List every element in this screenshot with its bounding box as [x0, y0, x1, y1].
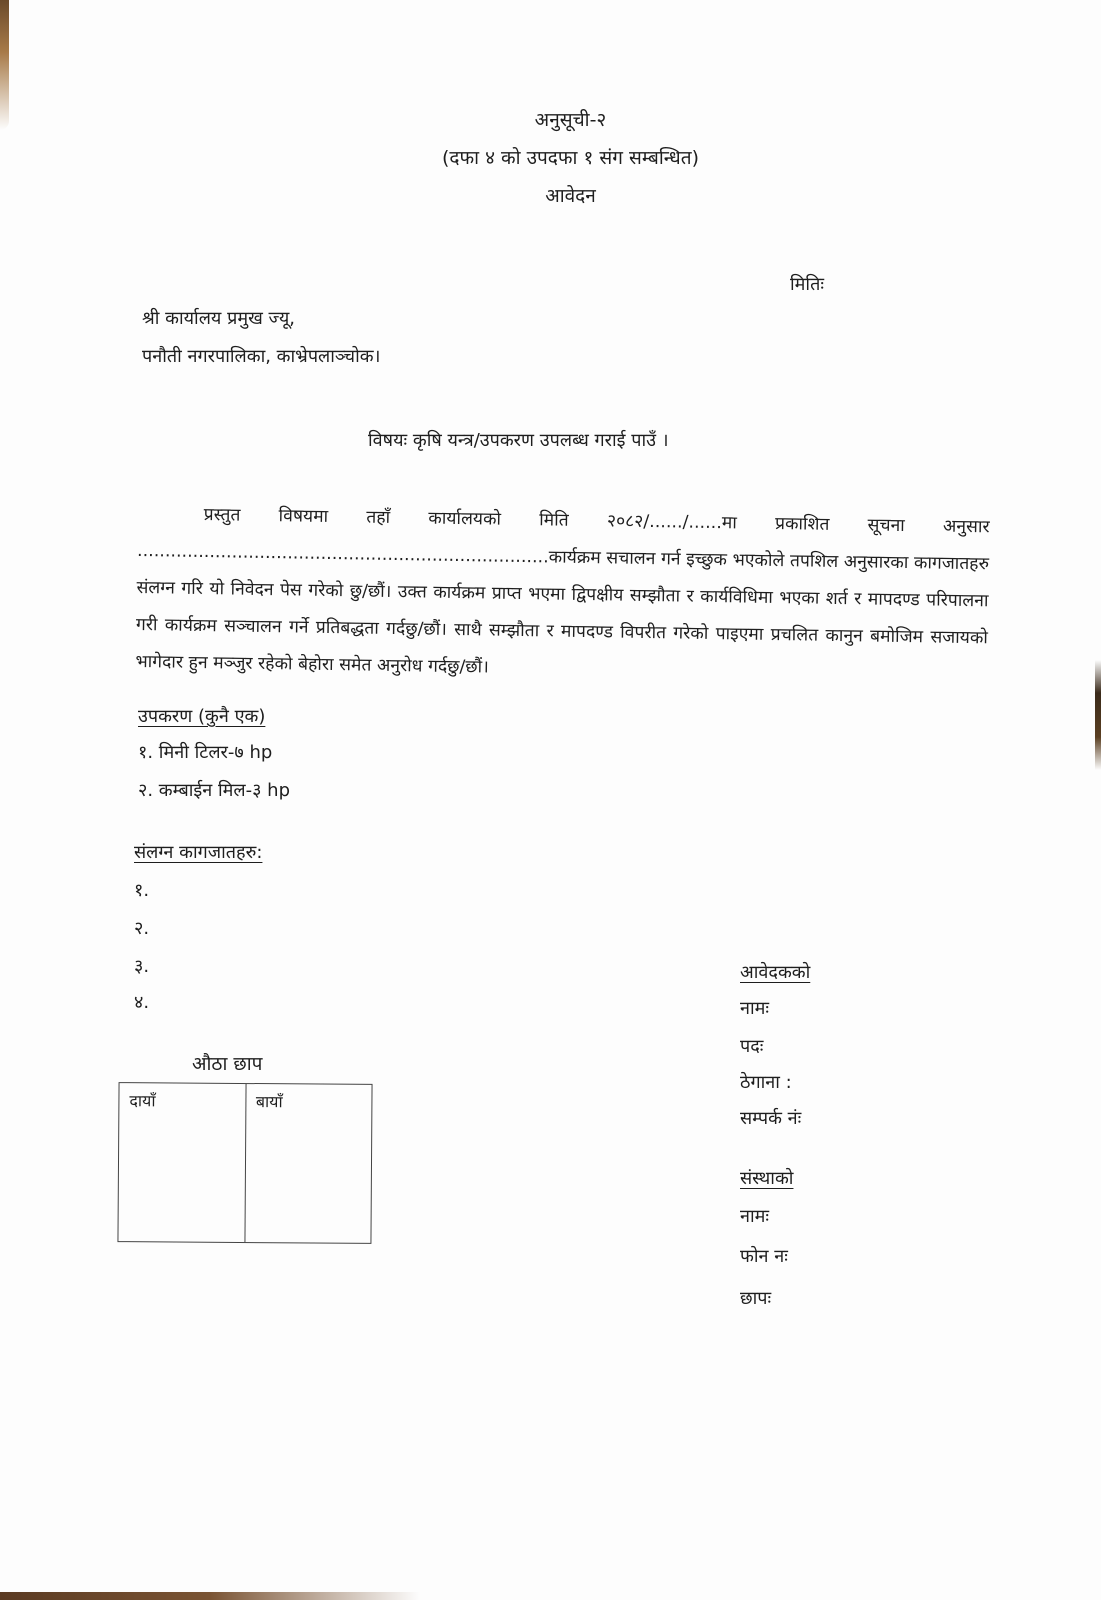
organization-heading: संस्थाको [740, 1168, 794, 1189]
thumbprint-left-cell [244, 1084, 372, 1243]
document-title: आवेदन [545, 185, 596, 207]
thumbprint-box [117, 1082, 372, 1244]
attachment-item: ४. [134, 992, 150, 1013]
date-label: मितिः [790, 274, 824, 295]
equipment-heading: उपकरण (कुनै एक) [138, 706, 266, 727]
organization-phone-label: फोन नः [740, 1246, 788, 1267]
thumbprint-right-label: दायाँ [129, 1091, 156, 1111]
schedule-heading: अनुसूची-२ [534, 109, 607, 131]
attachments-heading: संलग्न कागजातहरु: [134, 842, 263, 863]
paragraph-indent [138, 519, 204, 520]
attachment-item: ३. [134, 956, 150, 977]
applicant-address-label: ठेगाना : [740, 1072, 792, 1093]
page-edge-shadow [0, 0, 9, 130]
body-paragraph [135, 496, 990, 694]
attachment-item: १. [134, 880, 150, 901]
organization-seal-label: छापः [740, 1288, 772, 1309]
applicant-name-label: नामः [740, 998, 770, 1019]
addressee-line-2: पनौती नगरपालिका, काभ्रेपलाञ्चोक। [142, 346, 381, 367]
section-reference: (दफा ४ को उपदफा १ संग सम्बन्धित) [442, 147, 699, 169]
addressee-line-1: श्री कार्यालय प्रमुख ज्यू, [142, 308, 295, 329]
body-text: प्रस्तुत विषयमा तहाँ कार्यालयको मिति २०८२/....../......मा प्रकाशित सूचना अनुसार ..........................................................................कार्यक्रम सचालन गर्न इच्छुक भएकोले तपशिल अनुसारका कागजातहरु संलग्न गरि यो निवेदन पेस गरेको छु/छौं। उक्त कार्यक्रम प्राप्त भएमा द्विपक्षीय सम्झौता र कार्यविधिमा भएका शर्त र मापदण्ड परिपालना गरी कार्यक्रम सञ्चालन गर्ने प्रतिबद्धता गर्दछु/छौं। साथै सम्झौता र मापदण्ड विपरीत गरेको पाइएमा प्रचलित कानुन बमोजिम सजायको भागेदार हुन मञ्जुर रहेको बेहोरा समेत अनुरोध गर्दछु/छौं। [135, 505, 990, 678]
applicant-contact-label: सम्पर्क नंः [740, 1108, 802, 1129]
organization-name-label: नामः [740, 1206, 770, 1227]
thumbprint-title: औठा छाप [192, 1053, 263, 1075]
thumbprint-left-label: बायाँ [255, 1092, 283, 1112]
page-edge-shadow [1095, 660, 1101, 770]
page-edge-shadow [0, 1592, 420, 1600]
attachment-item: २. [134, 918, 150, 939]
equipment-item: १. मिनी टिलर-७ hp [138, 742, 273, 763]
applicant-heading: आवेदकको [740, 962, 811, 983]
equipment-item: २. कम्बाईन मिल-३ hp [138, 780, 291, 801]
thumbprint-right-cell [118, 1083, 245, 1242]
subject-line: विषयः कृषि यन्त्र/उपकरण उपलब्ध गराई पाउँ । [368, 430, 669, 451]
applicant-post-label: पदः [740, 1036, 764, 1057]
